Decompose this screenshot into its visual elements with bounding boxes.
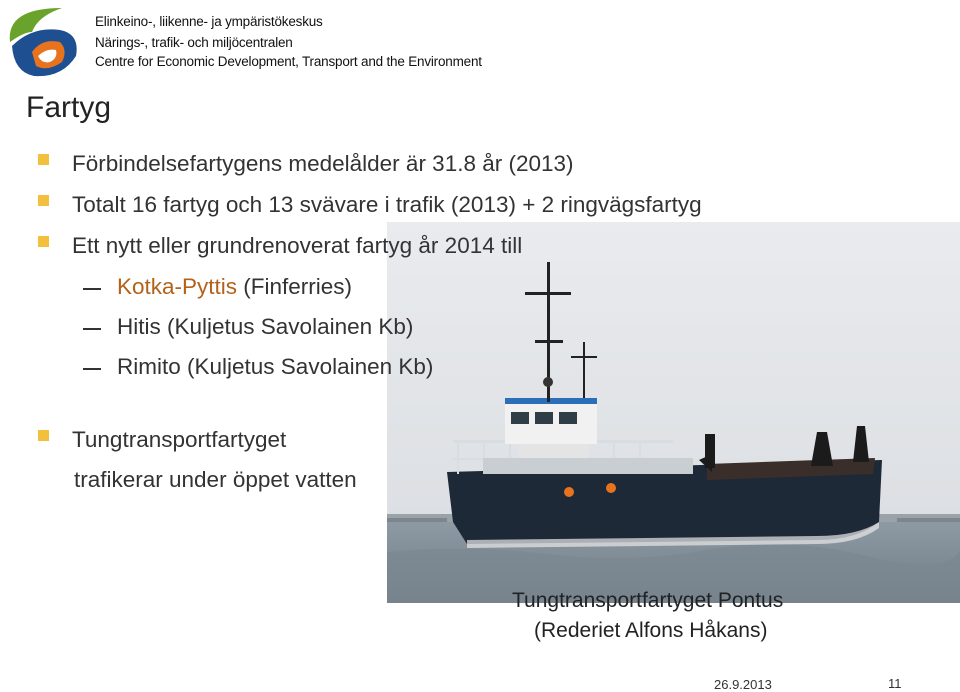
bullet-marker: [38, 236, 49, 247]
bullet-new-vessel: Ett nytt eller grundrenoverat fartyg år 2014 till: [72, 233, 523, 258]
bullet-marker: [38, 195, 49, 206]
subitem-kotka-pyttis: [117, 274, 352, 300]
vessel-photo: [387, 222, 960, 603]
photo-caption-vessel: Tungtransportfartyget Pontus: [512, 589, 784, 612]
bullet-fleet-count: Totalt 16 fartyg och 13 svävare i trafik (2013) + 2 ringvägsfartyg: [72, 192, 702, 217]
operator-name: (Finferries): [237, 274, 353, 299]
subitem-hitis: Hitis (Kuljetus Savolainen Kb): [117, 314, 414, 339]
page-number: 11: [888, 676, 902, 691]
bullet-marker: [38, 154, 49, 165]
dash-marker: [83, 368, 101, 370]
ely-centre-logo: [2, 2, 84, 80]
subitem-rimito: Rimito (Kuljetus Savolainen Kb): [117, 354, 434, 379]
org-name-swedish: Närings-, trafik- och miljöcentralen: [95, 35, 293, 50]
bullet-average-age: Förbindelsefartygens medelålder är 31.8 år (2013): [72, 151, 574, 176]
dash-marker: [83, 288, 101, 290]
slide-title: Fartyg: [26, 91, 112, 124]
org-name-english: Centre for Economic Development, Transport and the Environment: [95, 54, 482, 69]
photo-caption-owner: (Rederiet Alfons Håkans): [534, 619, 768, 642]
route-name-highlight: Kotka-Pyttis: [117, 274, 238, 299]
dash-marker: [83, 328, 101, 330]
footer-date: 26.9.2013: [714, 677, 772, 692]
bullet-marker: [38, 430, 49, 441]
org-name-finnish: Elinkeino-, liikenne- ja ympäristökeskus: [95, 14, 323, 29]
bullet-heavy-transport-continued: trafikerar under öppet vatten: [74, 467, 357, 492]
bullet-heavy-transport: Tungtransportfartyget: [72, 427, 287, 452]
